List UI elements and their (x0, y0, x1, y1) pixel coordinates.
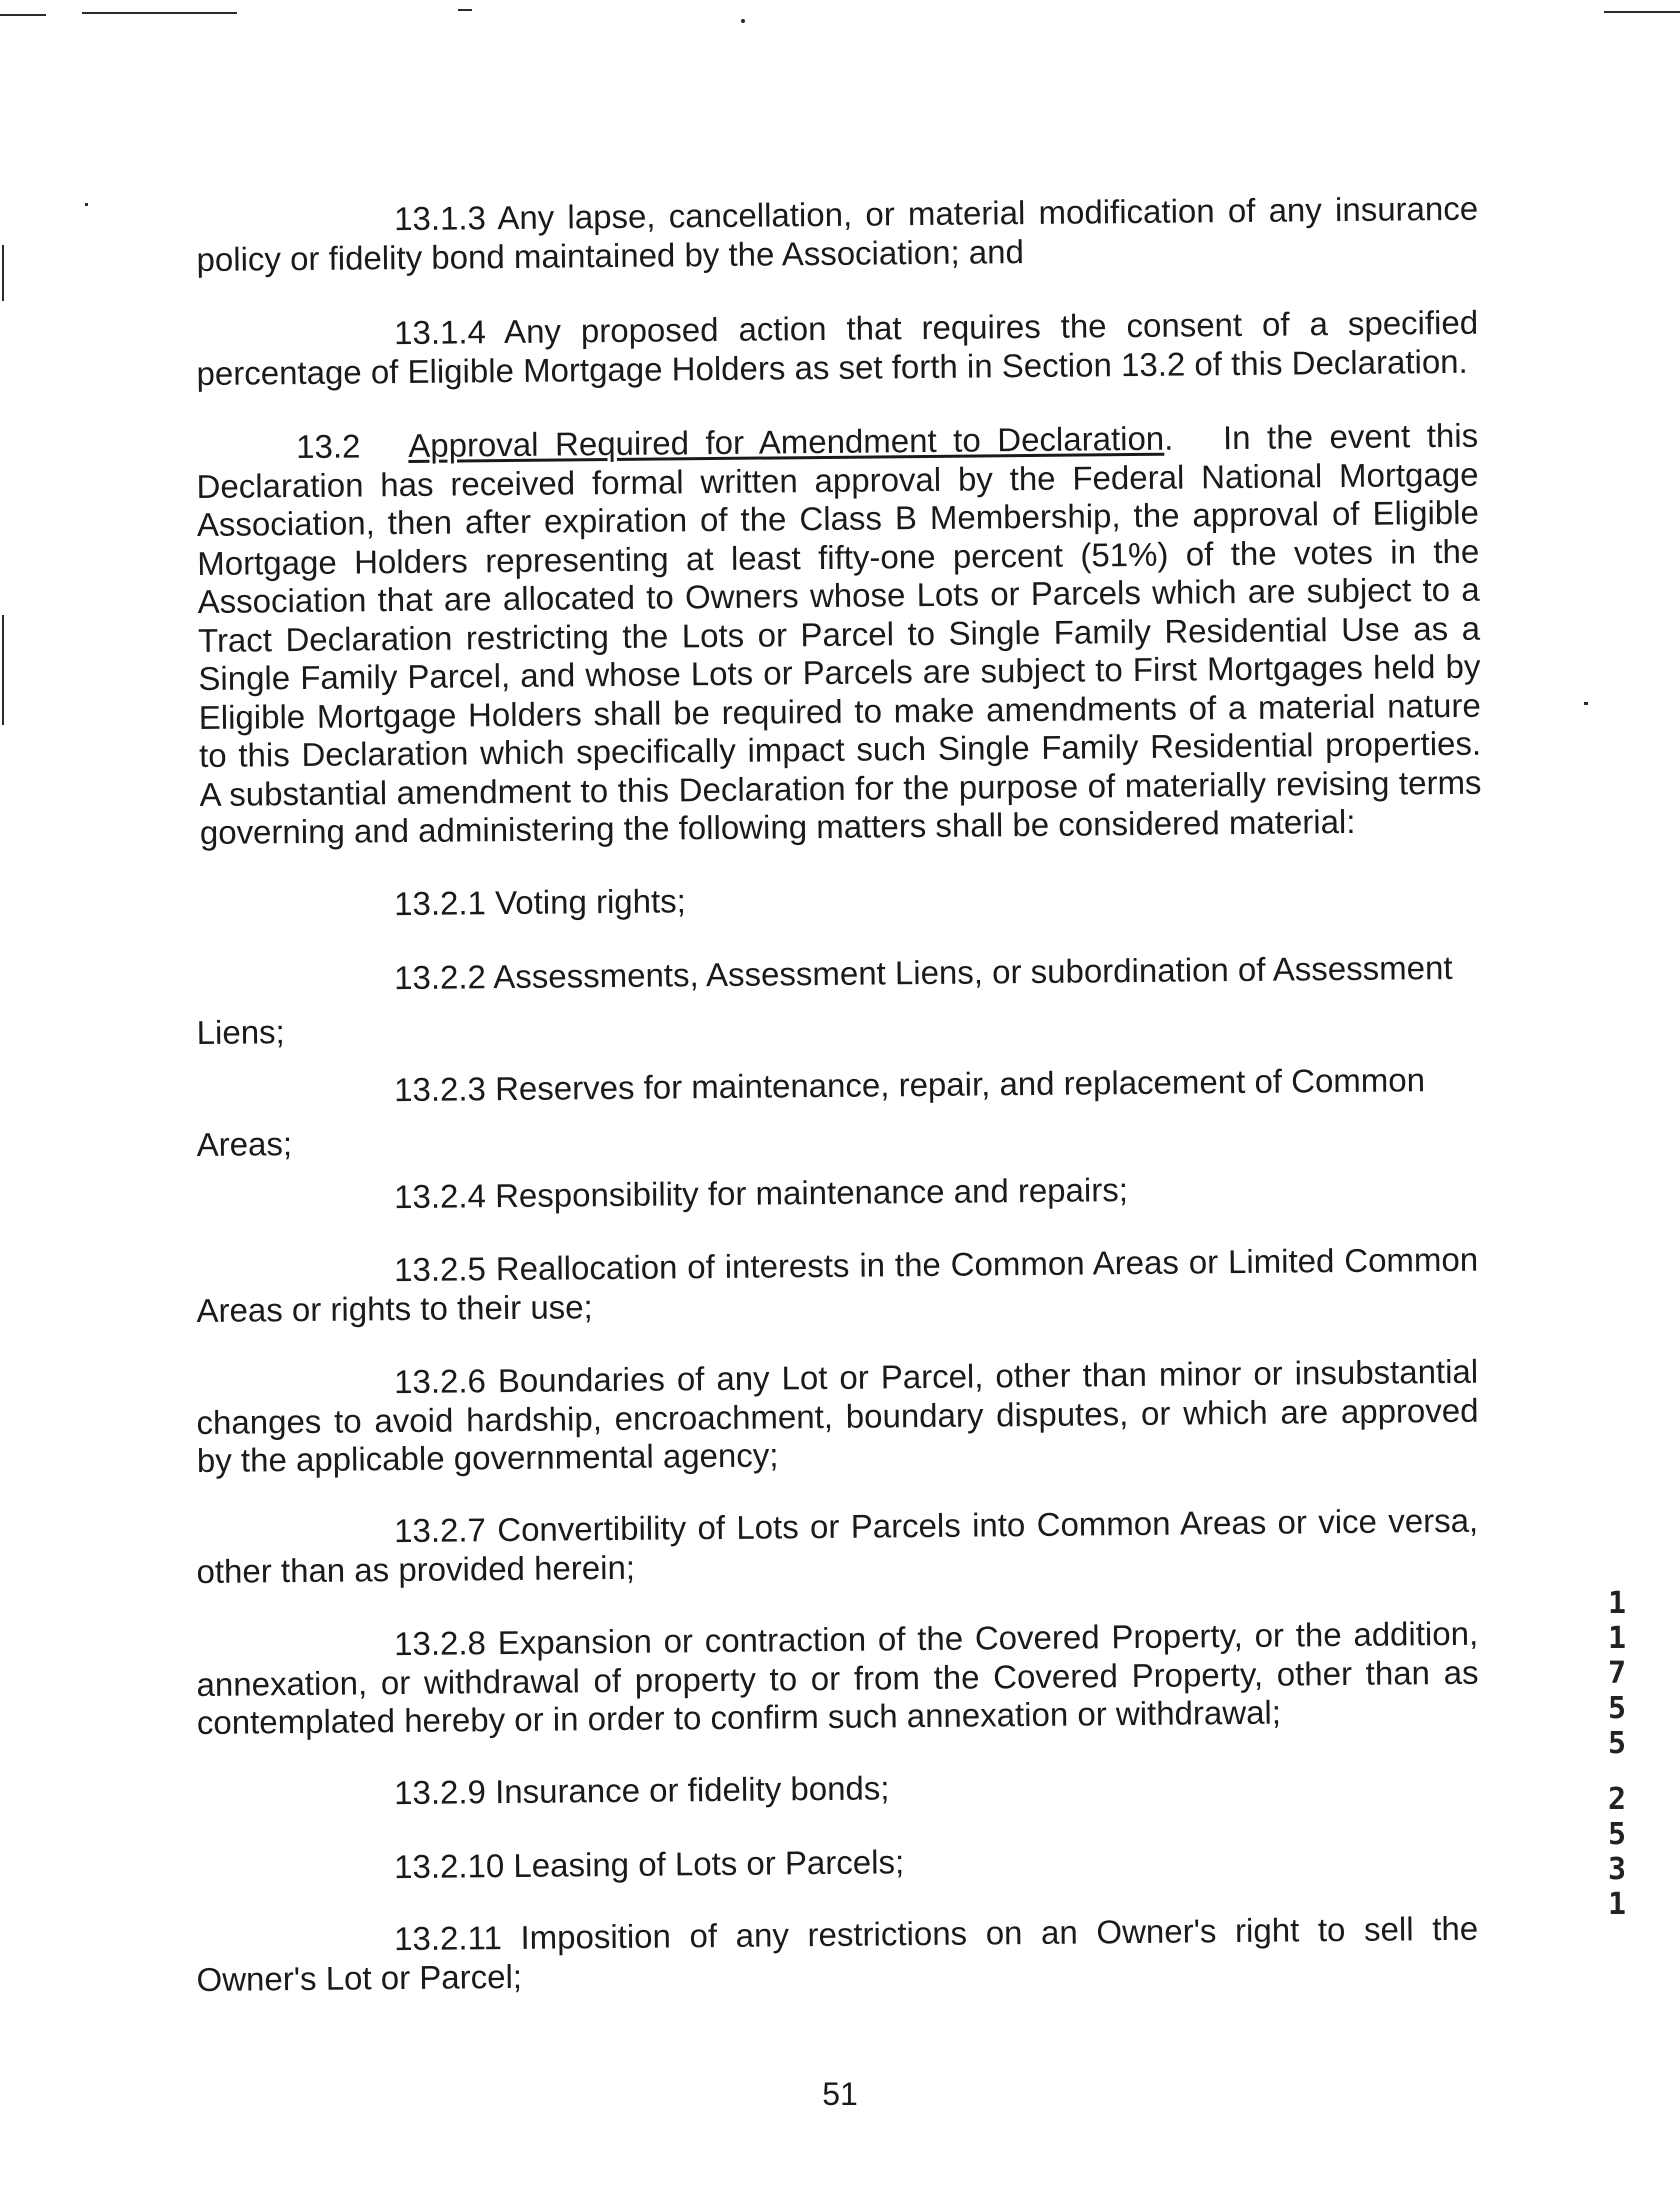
recording-stamp-lower (1602, 1782, 1632, 1922)
section-heading: Approval Required for Amendment to Declaration (408, 419, 1165, 464)
section-13-2 (196, 417, 1482, 853)
section-number: 13.2.5 (393, 1250, 487, 1289)
section-number: 13.2 (295, 427, 361, 466)
section-text: Reserves for maintenance, repair, and replacement of Common (494, 1061, 1426, 1108)
section-text: Boundaries of any Lot or Parcel, other than minor or insubstantial changes to avoid hardship, encroachment, boundary disputes, or which are approved by the applicable governmental agency; (196, 1352, 1479, 1479)
section-13-2-3 (196, 1061, 1479, 1164)
section-text: Convertibility of Lots or Parcels into Common Areas or vice versa, other than as provided herein; (196, 1501, 1479, 1590)
stamp-digit: 1 (1607, 1621, 1627, 1656)
stamp-digit: 5 (1607, 1691, 1627, 1726)
section-number: 13.2.8 (393, 1624, 487, 1663)
section-13-2-8 (196, 1615, 1479, 1743)
section-13-2-10 (196, 1838, 1478, 1889)
section-13-2-5 (196, 1241, 1479, 1330)
section-13-2-7 (196, 1502, 1479, 1591)
section-number: 13.2.3 (393, 1070, 487, 1109)
section-13-2-11 (196, 1910, 1479, 1999)
scan-dot-left (85, 203, 88, 206)
section-number: 13.2.10 (393, 1847, 505, 1886)
section-text: Assessments, Assessment Liens, or subordination of Assessment (493, 948, 1453, 996)
stamp-digit: 7 (1607, 1656, 1627, 1691)
section-13-1-3 (196, 190, 1479, 279)
section-number: 13.1.4 (393, 313, 487, 352)
section-13-2-9 (196, 1764, 1478, 1815)
section-13-2-1 (196, 875, 1478, 926)
scan-mark-top-left (0, 14, 46, 16)
section-number: 13.2.11 (393, 1919, 502, 1958)
section-number: 13.2.1 (393, 884, 487, 923)
section-text: Reallocation of interests in the Common Areas or Limited Common Areas or rights to their use; (196, 1240, 1479, 1329)
page-number: 51 (822, 2076, 858, 2112)
section-number: 13.2.7 (393, 1511, 487, 1550)
section-number: 13.2.2 (393, 958, 487, 997)
section-number: 13.2.6 (393, 1362, 487, 1401)
scan-mark-top-mid (458, 9, 472, 11)
scan-mark-top-right (1604, 11, 1680, 13)
section-number: 13.2.9 (393, 1773, 487, 1812)
scan-bar-left-2 (2, 615, 4, 725)
section-number: 13.2.4 (393, 1177, 487, 1216)
section-13-2-6 (196, 1353, 1479, 1481)
section-text: Responsibility for maintenance and repairs; (494, 1171, 1129, 1215)
section-text: Leasing of Lots or Parcels; (513, 1843, 905, 1884)
section-text: In the event this Declaration has received formal written approval by the Federal National Mortgage Association, then after expiration of the Class B Membership, the approval of Eligible Mortgage Holders representing at least fifty-one percent (51%) of the votes in the Association that are allocated to Owners whose Lots or Parcels which are subject to a Tract Declaration restricting the Lots or Parcel to Single Family Residential Use as a Single Family Parcel, and whose Lots or Parcels are subject to First Mortgages held by Eligible Mortgage Holders shall be required to make amendments of a material nature to this Declaration which specifically impact such Single Family Residential properties. A substantial amendment to this Declaration for the purpose of materially revising terms governing and administering the following matters shall be considered material: (196, 416, 1482, 851)
stamp-digit: 2 (1607, 1782, 1627, 1817)
section-text-continued: Areas; (196, 1124, 293, 1163)
scan-mark-top-left-2 (82, 12, 237, 14)
section-text: Imposition of any restrictions on an Owner's right to sell the Owner's Lot or Parcel; (196, 1909, 1479, 1998)
stamp-digit: 3 (1607, 1852, 1627, 1887)
stamp-digit: 5 (1607, 1726, 1627, 1761)
scan-dot-right (1584, 702, 1588, 705)
recording-stamp-upper (1602, 1586, 1632, 1761)
section-number: 13.1.3 (393, 199, 487, 238)
section-text: Any lapse, cancellation, or material modification of any insurance policy or fidelity bond maintained by the Association; and (196, 189, 1479, 278)
section-13-2-2 (196, 949, 1479, 1052)
stamp-digit: 1 (1607, 1887, 1627, 1922)
scan-bar-left-1 (2, 245, 4, 301)
section-13-2-4 (196, 1168, 1478, 1219)
section-text: Insurance or fidelity bonds; (494, 1769, 890, 1811)
section-heading-period: . (1164, 419, 1174, 457)
section-text: Voting rights; (494, 882, 687, 922)
scan-dot-top (741, 19, 745, 23)
stamp-digit: 5 (1607, 1817, 1627, 1852)
section-text: Expansion or contraction of the Covered Property, or the addition, annexation, or withdrawal of property to or from the Covered Property, other than as contemplated hereby or in order to confirm such annexation or withdrawal; (196, 1614, 1479, 1741)
section-13-1-4 (196, 304, 1479, 393)
section-text-continued: Liens; (196, 1012, 285, 1051)
stamp-digit: 1 (1607, 1586, 1627, 1621)
section-text: Any proposed action that requires the consent of a specified percentage of Eligible Mortgage Holders as set forth in Section 13.2 of this Declaration. (196, 303, 1479, 392)
